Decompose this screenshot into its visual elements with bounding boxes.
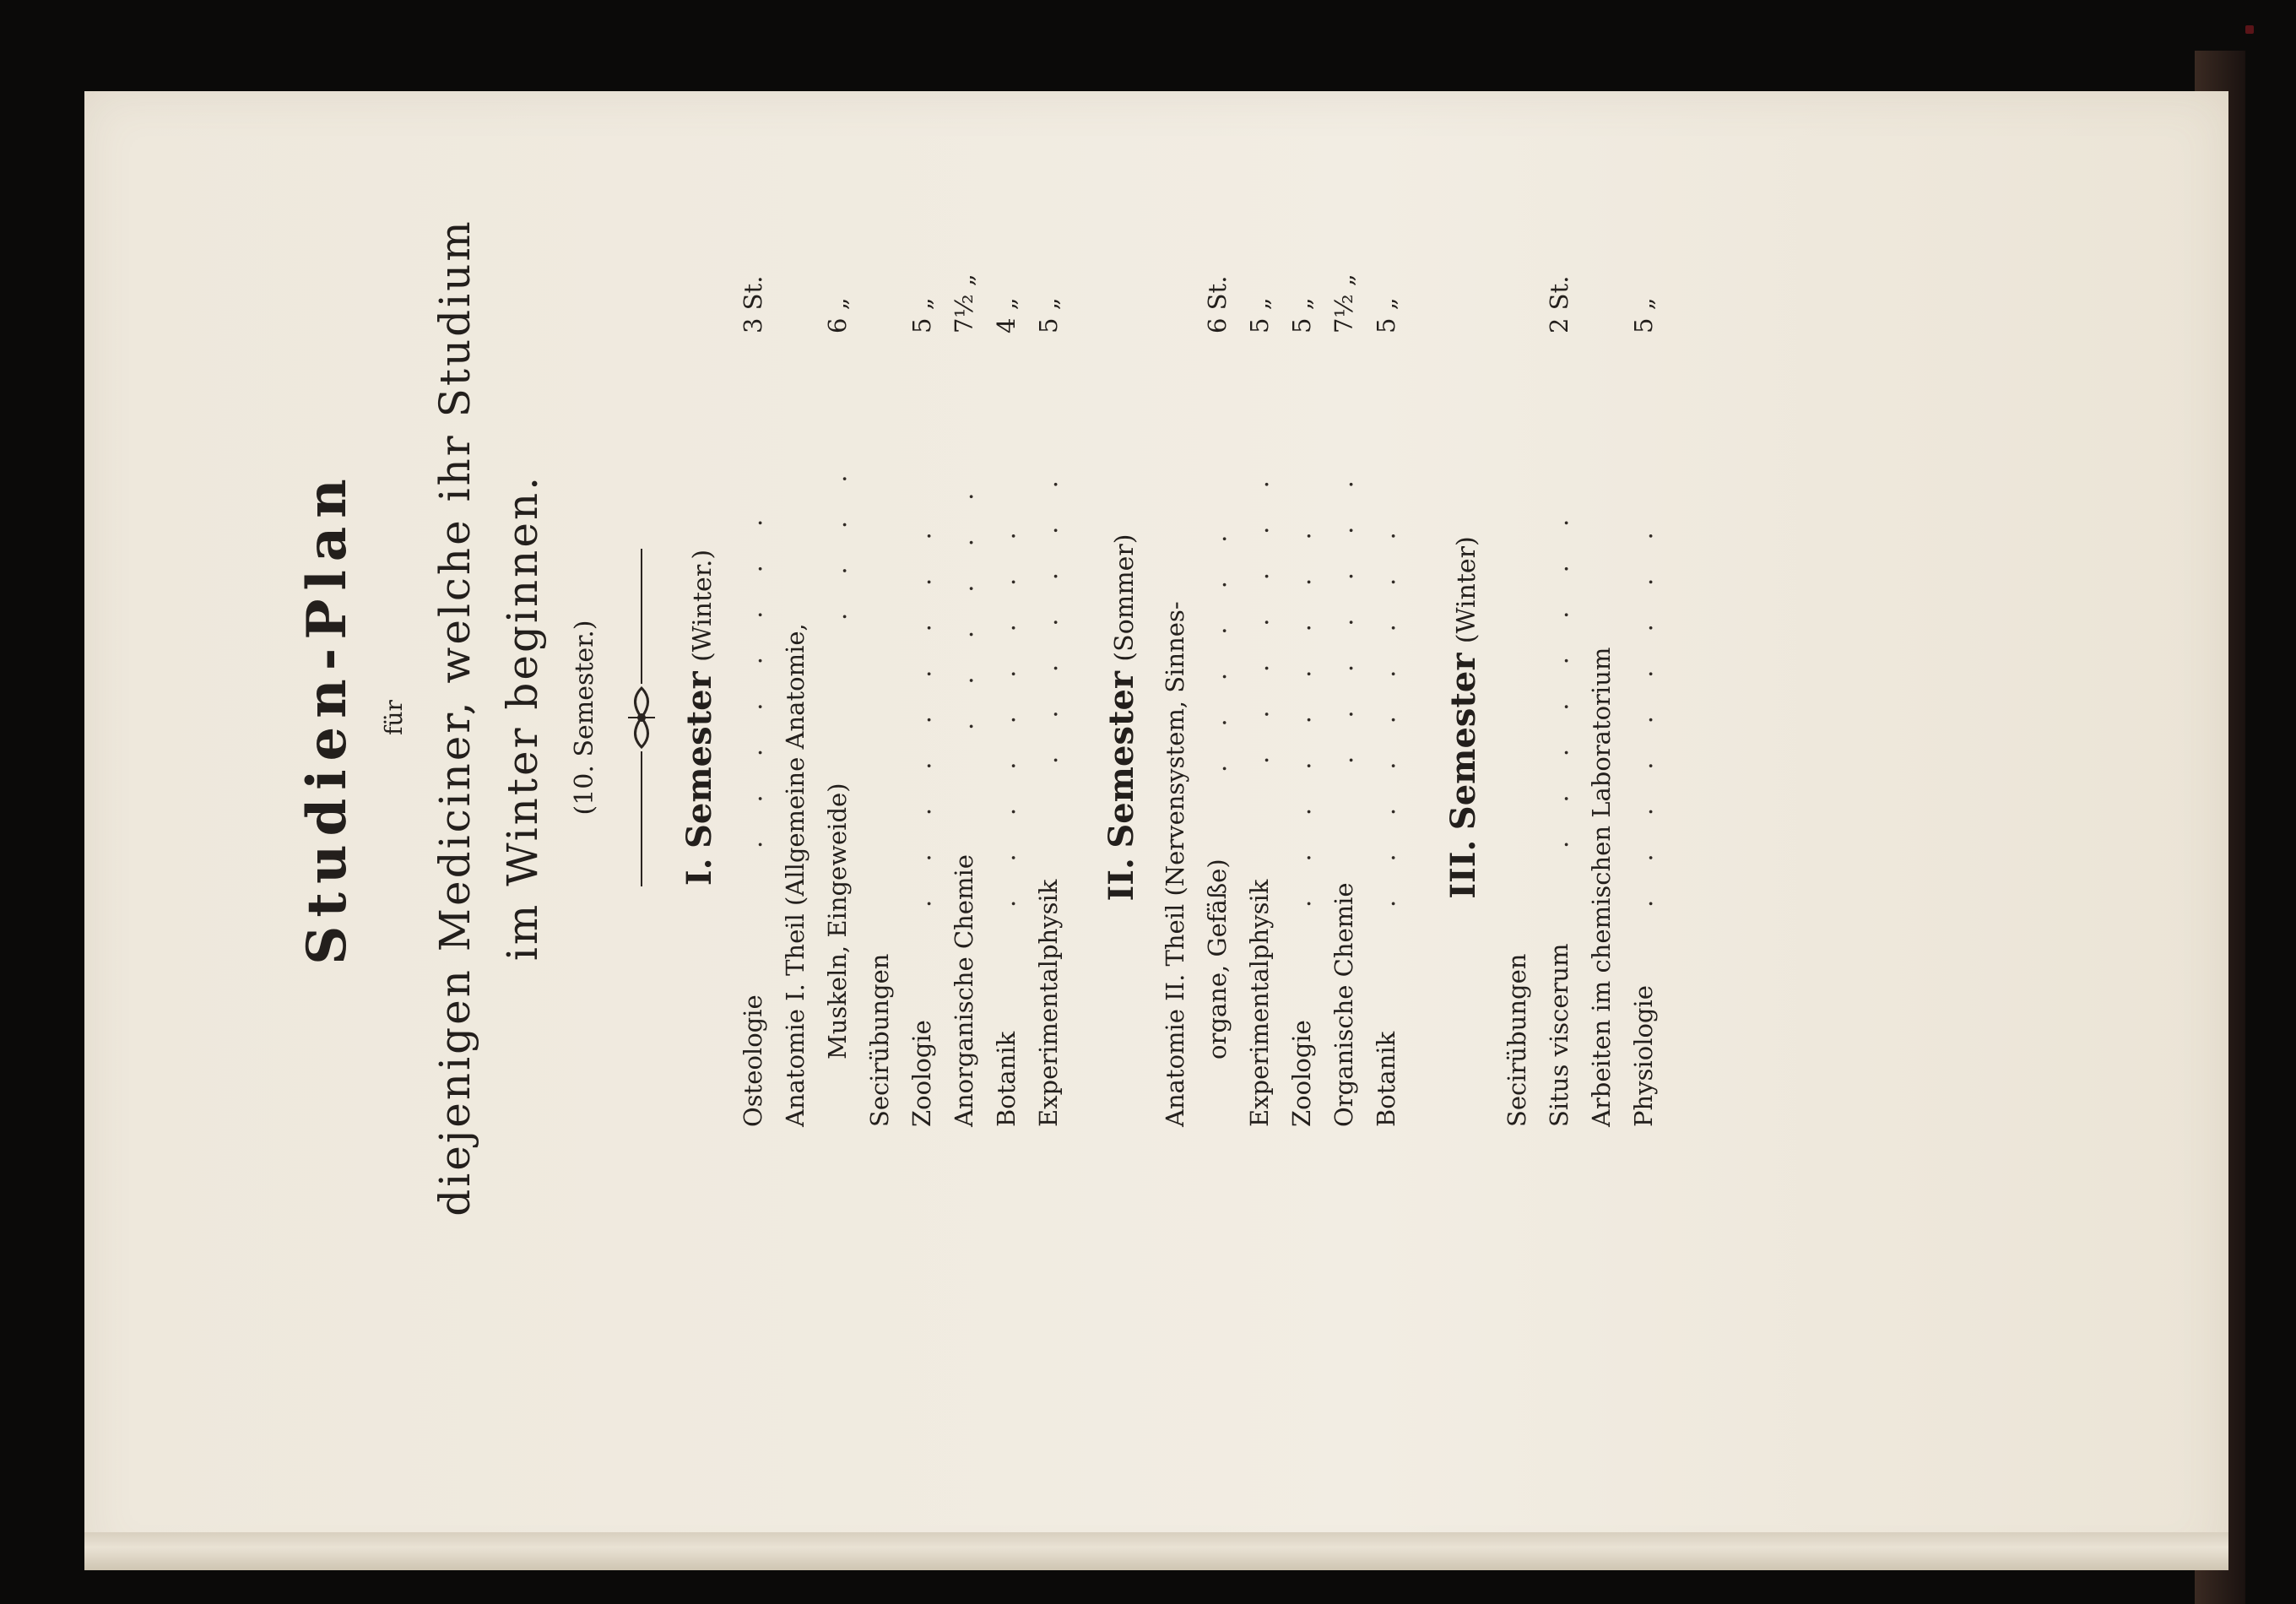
row-leader-dots: . . . . . . . [1329,465,1358,764]
row-label: Botanik [1372,1031,1400,1127]
section-3-row [1542,275,1576,1127]
row-label: Anatomie II. Theil (Nervensystem, Sinnes- [1161,601,1189,1127]
row-hours: 7½ „ [1329,274,1358,333]
row-leader-dots: . . . . . . . . . [1629,517,1658,908]
row-leader-dots: . . . . . . . . . [1287,517,1316,908]
row-leader-dots: . . . . . . . . . [1372,517,1400,908]
row-label: Muskeln, Eingeweide) [823,783,852,1059]
section-1-row [989,283,1023,1127]
section-1-row [820,283,854,1127]
section-1-season: (Winter.) [688,549,718,662]
row-label: Botanik [992,1031,1021,1127]
row-hours: 5 „ [1287,297,1316,333]
section-3-heading [1443,135,1483,1300]
row-leader-dots: . . . . . . . . . [992,517,1021,908]
row-hours: 6 „ [823,297,852,333]
row-label: organe, Gefäße) [1203,859,1232,1059]
row-leader-dots: . . . . . . . . [1545,503,1573,848]
row-label: Experimentalphysik [1034,879,1063,1127]
subtitle-line-1: diejenigen Mediciner, welche ihr Studium [430,219,479,1217]
row-leader-dots: . . . . [823,459,852,620]
subtitle-line-2: im Winter beginnen. [498,474,547,962]
rotated-page-content [270,135,1722,1300]
row-label: Secirübungen [1503,953,1531,1127]
section-2-row [1327,274,1361,1127]
row-label: Experimentalphysik [1245,879,1274,1127]
row-leader-dots: . . . . . . . . . [907,517,936,908]
row-hours: 5 „ [1034,297,1063,333]
section-3-row [1500,283,1534,1127]
page-stack-edge [84,1532,2228,1570]
section-3-row [1627,283,1660,1127]
section-1-row [863,283,896,1127]
section-2-name: Semester [1102,671,1141,848]
row-hours: 2 St. [1545,275,1573,333]
section-2-heading [1102,135,1141,1300]
section-2-row [1158,283,1192,1127]
section-1-row [736,275,770,1127]
section-3-number: III. [1443,839,1483,899]
section-2-number: II. [1102,858,1141,902]
section-1-name: Semester [680,671,719,849]
section-1-row [905,283,939,1127]
row-leader-dots: . . . . . . . [1245,465,1274,764]
row-label: Zoologie [907,1020,936,1127]
row-label: Organische Chemie [1329,882,1358,1127]
row-hours: 7½ „ [950,274,978,333]
row-label: Osteologie [739,994,767,1127]
section-1-row [778,283,812,1127]
semester-count-note: (10. Semester.) [570,620,599,816]
section-1-row [947,274,981,1127]
row-hours: 5 „ [1245,297,1274,333]
row-hours: 4 „ [992,297,1021,333]
row-hours: 5 „ [907,297,936,333]
divider-ornament [625,549,658,886]
row-hours: 5 „ [1629,297,1658,333]
row-hours: 3 St. [739,275,767,333]
section-2-row [1369,283,1403,1127]
cover-fleck [2245,25,2254,34]
section-3-name: Semester [1443,653,1483,831]
row-leader-dots: . . . . . . [950,477,978,730]
section-2-row [1243,283,1276,1127]
row-label: Secirübungen [865,953,894,1127]
row-leader-dots: . . . . . . . [1034,465,1063,764]
row-label: Arbeiten im chemischen Laboratorium [1587,647,1616,1127]
row-label: Anorganische Chemie [950,854,978,1127]
section-1-row [1032,283,1065,1127]
fuer-line: für [380,700,408,735]
section-2-row [1285,283,1319,1127]
row-leader-dots: . . . . . . . . [739,503,767,848]
row-hours: 5 „ [1372,297,1400,333]
page-title: Studien-Plan [295,470,359,965]
section-2-row [1200,275,1234,1127]
section-1-heading [680,135,719,1300]
row-label: Physiologie [1629,985,1658,1127]
section-1-number: I. [680,858,719,886]
row-leader-dots: . . . . . . [1203,519,1232,772]
section-2-season: (Sommer) [1110,534,1140,662]
row-label: Anatomie I. Theil (Allgemeine Anatomie, [781,623,810,1127]
row-hours: 6 St. [1203,275,1232,333]
section-3-row [1584,283,1618,1127]
row-label: Situs viscerum [1545,943,1573,1127]
section-3-season: (Winter) [1452,536,1481,644]
row-label: Zoologie [1287,1020,1316,1127]
